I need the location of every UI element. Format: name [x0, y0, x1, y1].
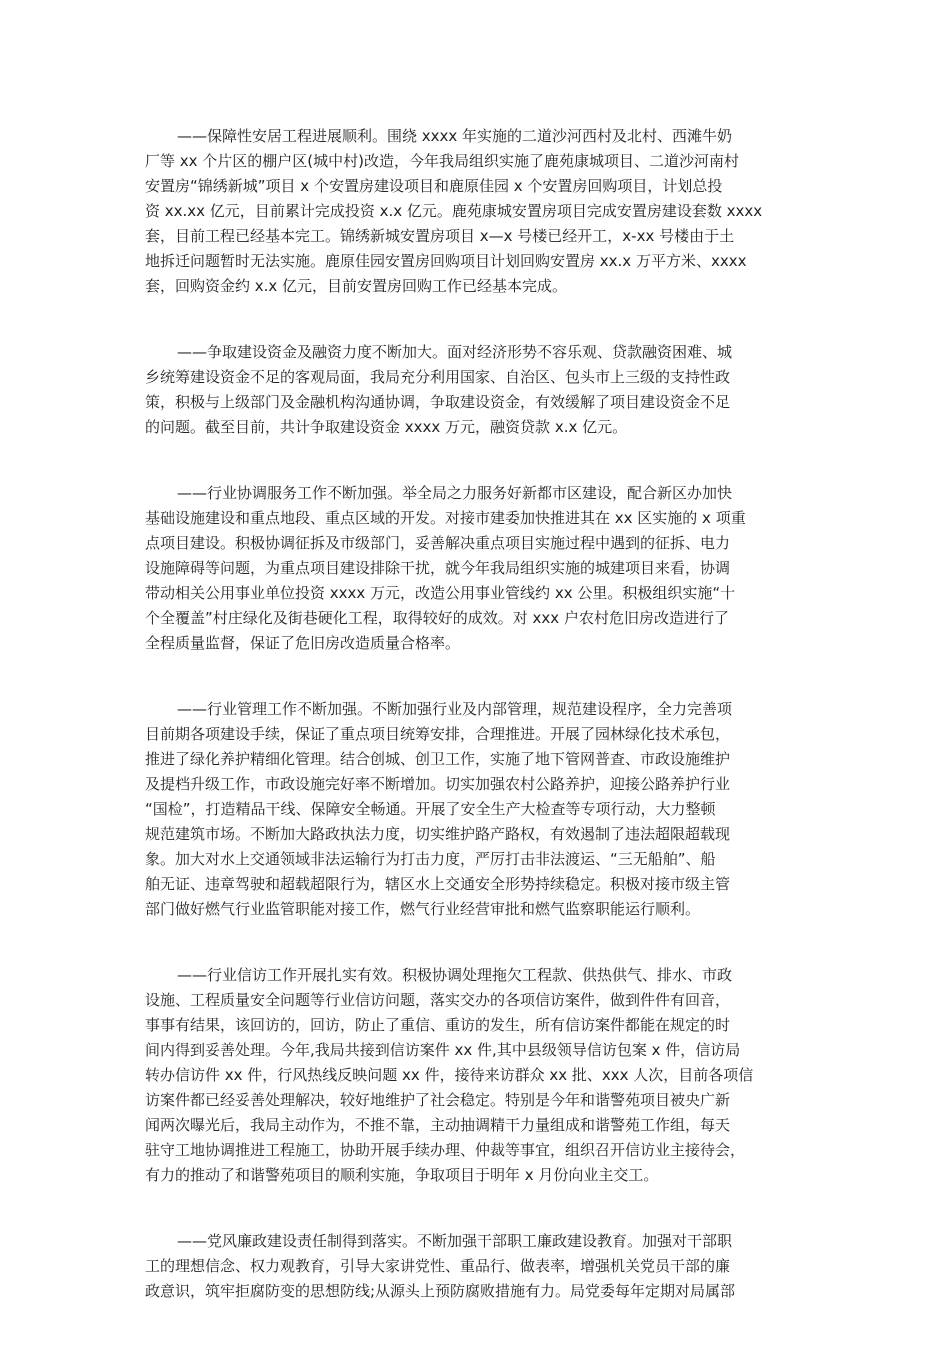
- text-line: 乡统筹建设资金不足的客观局面，我局充分利用国家、自治区、包头市上三级的支持性政: [145, 368, 731, 386]
- text-line: 基础设施建设和重点地段、重点区域的开发。对接市建委加快推进其在 xx 区实施的 x 项重: [145, 509, 746, 527]
- text-line: 及提档升级工作，市政设施完好率不断增加。切实加强农村公路养护，迎接公路养护行业: [145, 775, 731, 793]
- text-line: 目前期各项建设手续，保证了重点项目统筹安排，合理推进。开展了园林绿化技术承包，: [145, 725, 731, 743]
- text-line: 间内得到妥善处理。今年,我局共接到信访案件 xx 件,其中县级领导信访包案 x 件，信访局: [145, 1041, 741, 1059]
- paragraph-5: [145, 963, 809, 1188]
- text-line: ——争取建设资金及融资力度不断加大。面对经济形势不容乐观、贷款融资困难、城: [177, 343, 733, 361]
- text-line: 设施、工程质量安全问题等行业信访问题，落实交办的各项信访案件，做到件件有回音，: [145, 991, 731, 1009]
- text-line: ——党风廉政建设责任制得到落实。不断加强干部职工廉政建设教育。加强对干部职: [177, 1232, 733, 1250]
- text-line: ——行业协调服务工作不断加强。举全局之力服务好新都市区建设，配合新区办加快: [177, 484, 733, 502]
- text-line: 访案件都已经妥善处理解决，较好地维护了社会稳定。特别是今年和谐警苑项目被央广新: [145, 1091, 731, 1109]
- text-line: 设施障碍等问题，为重点项目建设排除干扰，就今年我局组织实施的城建项目来看，协调: [145, 559, 731, 577]
- text-line: 的问题。截至目前，共计争取建设资金 xxxx 万元，融资贷款 x.x 亿元。: [145, 418, 628, 436]
- text-line: 套，回购资金约 x.x 亿元，目前安置房回购工作已经基本完成。: [145, 277, 568, 295]
- text-line: 驻守工地协调推进工程施工，协助开展手续办理、仲裁等事宜，组织召开信访业主接待会，: [145, 1141, 746, 1159]
- text-line: 全程质量监督，保证了危旧房改造质量合格率。: [145, 634, 461, 652]
- text-line: “国检”，打造精品干线、保障安全畅通。开展了安全生产大检查等专项行动，大力整顿: [145, 800, 716, 818]
- paragraph-6: [145, 1229, 809, 1304]
- text-line: 推进了绿化养护精细化管理。结合创城、创卫工作，实施了地下管网普查、市政设施维护: [145, 750, 731, 768]
- text-line: 闻两次曝光后，我局主动作为，不推不靠，主动抽调精干力量组成和谐警苑工作组，每天: [145, 1116, 731, 1134]
- text-line: 套，目前工程已经基本完工。锦绣新城安置房项目 x—x 号楼已经开工，x-xx 号楼由于土: [145, 227, 735, 245]
- paragraph-2: [145, 340, 809, 440]
- text-line: 地拆迁问题暂时无法实施。鹿原佳园安置房回购项目计划回购安置房 xx.x 万平方米、xxxx: [145, 252, 747, 270]
- paragraph-4: [145, 697, 809, 922]
- text-line: 安置房“锦绣新城”项目 x 个安置房建设项目和鹿原佳园 x 个安置房回购项目，计划总投: [145, 177, 723, 195]
- text-line: 转办信访件 xx 件，行风热线反映问题 xx 件，接待来访群众 xx 批、xxx 人次，目前各项信: [145, 1066, 754, 1084]
- text-line: ——行业管理工作不断加强。不断加强行业及内部管理，规范建设程序，全力完善项: [177, 700, 733, 718]
- text-line: 点项目建设。积极协调征拆及市级部门，妥善解决重点项目实施过程中遇到的征拆、电力: [145, 534, 731, 552]
- document-page: [145, 124, 809, 1345]
- text-line: 象。加大对水上交通领域非法运输行为打击力度，严厉打击非法渡运、“三无船舶”、船: [145, 850, 716, 868]
- text-line: 工的理想信念、权力观教育，引导大家讲党性、重品行、做表率，增强机关党员干部的廉: [145, 1257, 731, 1275]
- text-line: 舶无证、违章驾驶和超载超限行为，辖区水上交通安全形势持续稳定。积极对接市级主管: [145, 875, 731, 893]
- text-line: 带动相关公用事业单位投资 xxxx 万元，改造公用事业管线约 xx 公里。积极组织实施“十: [145, 584, 736, 602]
- text-line: 政意识，筑牢拒腐防变的思想防线;从源头上预防腐败措施有力。局党委每年定期对局属部: [145, 1282, 736, 1300]
- paragraph-1: [145, 124, 809, 299]
- text-line: 策，积极与上级部门及金融机构沟通协调，争取建设资金，有效缓解了项目建设资金不足: [145, 393, 731, 411]
- text-line: 厂等 xx 个片区的棚户区(城中村)改造，今年我局组织实施了鹿苑康城项目、二道沙河南村: [145, 152, 739, 170]
- text-line: 资 xx.xx 亿元，目前累计完成投资 x.x 亿元。鹿苑康城安置房项目完成安置房建设套数 xxxx: [145, 202, 763, 220]
- text-line: 个全覆盖”村庄绿化及街巷硬化工程，取得较好的成效。对 xxx 户农村危旧房改造进行了: [145, 609, 729, 627]
- text-line: 部门做好燃气行业监管职能对接工作，燃气行业经营审批和燃气监察职能运行顺利。: [145, 900, 701, 918]
- text-line: 事事有结果，该回访的，回访，防止了重信、重访的发生，所有信访案件都能在规定的时: [145, 1016, 731, 1034]
- text-line: 有力的推动了和谐警苑项目的顺利实施，争取项目于明年 x 月份向业主交工。: [145, 1166, 659, 1184]
- text-line: ——行业信访工作开展扎实有效。积极协调处理拖欠工程款、供热供气、排水、市政: [177, 966, 733, 984]
- paragraph-3: [145, 481, 809, 656]
- text-line: 规范建筑市场。不断加大路政执法力度，切实维护路产路权，有效遏制了违法超限超载现: [145, 825, 731, 843]
- text-line: ——保障性安居工程进展顺利。围绕 xxxx 年实施的二道沙河西村及北村、西滩牛奶: [177, 127, 733, 145]
